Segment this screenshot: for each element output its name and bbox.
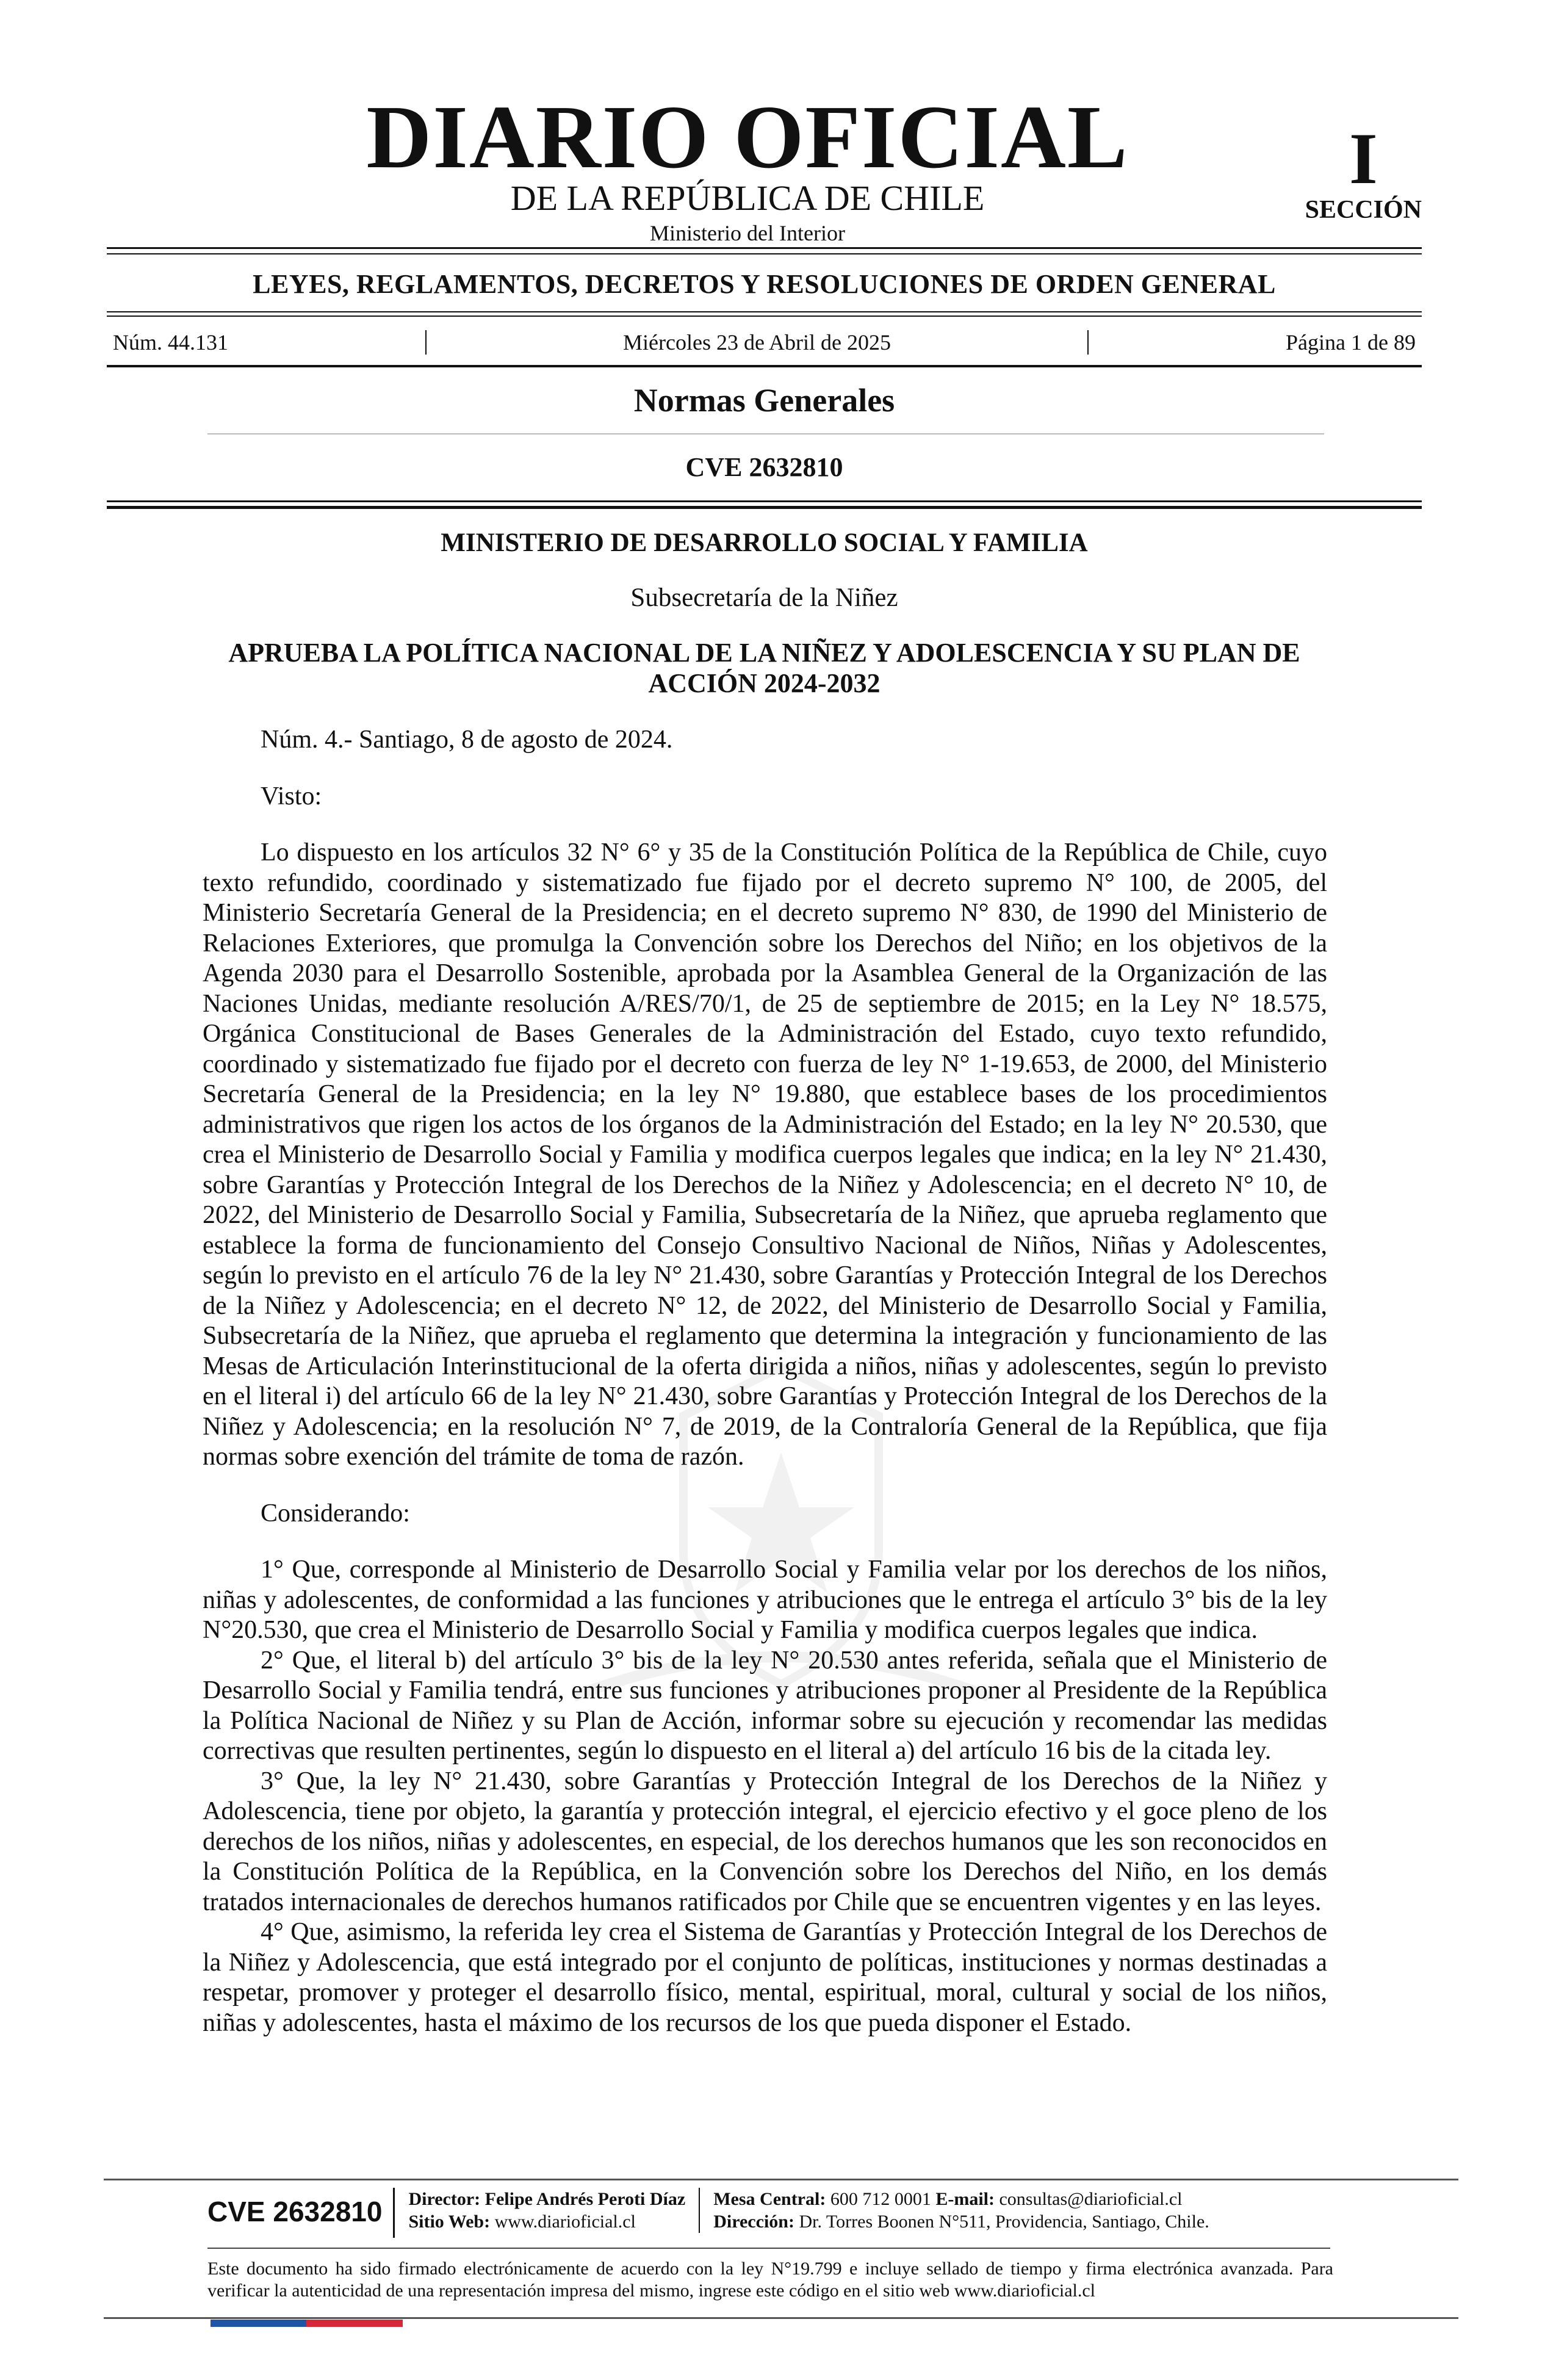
- header-rule: [107, 247, 1422, 249]
- category-heading: LEYES, REGLAMENTOS, DECRETOS Y RESOLUCIONES DE ORDEN GENERAL: [253, 269, 1276, 299]
- website-link[interactable]: www.diarioficial.cl: [494, 2212, 636, 2232]
- email-link[interactable]: consultas@diarioficial.cl: [999, 2189, 1183, 2209]
- cve-code: CVE 2632810: [685, 452, 843, 482]
- visto-label: Visto:: [261, 782, 322, 810]
- gazette-ministry: Ministerio del Interior: [650, 221, 845, 245]
- website-label: Sitio Web:: [408, 2212, 491, 2232]
- footer-bottom-rule: [104, 2317, 1458, 2319]
- issuing-ministry: MINISTERIO DE DESARROLLO SOCIAL Y FAMILIA: [441, 528, 1088, 557]
- address-label: Dirección:: [713, 2212, 794, 2232]
- considerando-item: 4° Que, asimismo, la referida ley crea el Sistema de Garantías y Protección Integral de los Derechos de la Niñez y Adolescencia, que está integrado por el conjunto de políticas, instituciones y normas destinadas a respetar, promover y proteger el desarrollo físico, mental, espiritual, moral, cultural y social de los niños, niñas y adolescentes, hasta el máximo de los recursos de los que pueda disponer el Estado.: [203, 1918, 1327, 2037]
- considerando-item: 1° Que, corresponde al Ministerio de Desarrollo Social y Familia velar por los derechos de los niños, niñas y adolescentes, de conformidad a las funciones y atribuciones que le entrega el artículo 3° bis de la ley N°20.530, que crea el Ministerio de Desarrollo Social y Familia y modifica cuerpos legales que indica.: [203, 1556, 1327, 1644]
- masthead: [104, 87, 1422, 245]
- flag-red-band: [306, 2320, 403, 2327]
- header-rule-thin: [107, 253, 1422, 254]
- footer: [207, 2188, 1223, 2238]
- email-label: E-mail:: [935, 2189, 995, 2209]
- considerando-label: Considerando:: [261, 1499, 410, 1527]
- footer-cve: CVE 2632810: [207, 2188, 395, 2238]
- phone-number: 600 712 0001: [830, 2189, 931, 2209]
- decree-number-line: Núm. 4.- Santiago, 8 de agosto de 2024.: [261, 726, 673, 754]
- separator: [1087, 330, 1089, 355]
- section-numeral: I: [1349, 118, 1378, 199]
- signature-note: Este documento ha sido firmado electrónicamente de acuerdo con la ley N°19.799 e incluye sellado de tiempo y firma electrónica avanzada. Para verificar la autenticidad de una representación impresa del mismo, ingrese este código en el sitio web www.diarioficial.cl: [207, 2259, 1333, 2301]
- section-heading: Normas Generales: [633, 382, 895, 419]
- section-label: SECCIÓN: [1305, 196, 1422, 224]
- footer-rule: [104, 2179, 1458, 2180]
- flag-blue-band: [211, 2320, 306, 2327]
- category-rule-thin: [107, 316, 1422, 317]
- gazette-subtitle: DE LA REPÚBLICA DE CHILE: [510, 178, 985, 218]
- considerando-item: 2° Que, el literal b) del artículo 3° bis de la ley N° 20.530 antes referida, señala que el Ministerio de Desarrollo Social y Familia tendrá, entre sus funciones y atribuciones proponer al Presidente de la República la Política Nacional de Niñez y su Plan de Acción, informar sobre su ejecución y recomendar las medidas correctivas que resulten pertinentes, según lo dispuesto en el literal a) del artículo 16 bis de la citada ley.: [203, 1646, 1327, 1765]
- address: Dr. Torres Boonen N°511, Providencia, Santiago, Chile.: [799, 2212, 1209, 2232]
- phone-label: Mesa Central:: [713, 2189, 826, 2209]
- footer-director-block: [395, 2188, 699, 2233]
- decree-body: [203, 725, 1327, 2038]
- considerando-item: 3° Que, la ley N° 21.430, sobre Garantías y Protección Integral de los Derechos de la Niñez y Adolescencia, tiene por objeto, la garantía y protección integral, el ejercicio efectivo y el goce pleno de los derechos de los niños, niñas y adolescentes, en especial, de los derechos humanos que les son reconocidos en la Constitución Política de la República, en la Convención sobre los Derechos del Niño, en los demás tratados internacionales de derechos humanos ratificados por Chile que se encuentren vigentes y en las leyes.: [203, 1767, 1327, 1916]
- issue-number: Núm. 44.131: [113, 330, 228, 355]
- director-name: Felipe Andrés Peroti Díaz: [484, 2189, 686, 2209]
- separator: [425, 330, 427, 355]
- flag-stripe: [211, 2320, 403, 2327]
- footer-contact-block: [699, 2188, 1223, 2233]
- cve-rule-thick: [107, 506, 1422, 509]
- visto-text: Lo dispuesto en los artículos 32 N° 6° y 35 de la Constitución Política de la República de Chile, cuyo texto refundido, coordinado y sistematizado fue fijado por el decreto supremo N° 100, de 2005, del Ministerio Secretaría General de la Presidencia; en el decreto supremo N° 830, de 1990 del Ministerio de Relaciones Exteriores, que promulga la Convención sobre los Derechos del Niño; en los objetivos de la Agenda 2030 para el Desarrollo Sostenible, aprobada por la Asamblea General de la Organización de las Naciones Unidas, mediante resolución A/RES/70/1, de 25 de septiembre de 2015; en la Ley N° 18.575, Orgánica Constitucional de Bases Generales de la Administración del Estado, cuyo texto refundido, coordinado y sistematizado fue fijado por el decreto con fuerza de ley N° 1-19.653, de 2000, del Ministerio Secretaría General de la Presidencia; en la ley N° 19.880, que establece bases de los procedimientos administrativos que rigen los actos de los órganos de la Administración del Estado; en la ley N° 20.530, que crea el Ministerio de Desarrollo Social y Familia y modifica cuerpos legales que indica; en la ley N° 21.430, sobre Garantías y Protección Integral de los Derechos de la Niñez y Adolescencia; en el decreto N° 10, de 2022, del Ministerio de Desarrollo Social y Familia, Subsecretaría de la Niñez, que aprueba reglamento que establece la forma de funcionamiento del Consejo Consultivo Nacional de Niños, Niñas y Adolescentes, según lo previsto en el artículo 76 de la ley N° 21.430, sobre Garantías y Protección Integral de los Derechos de la Niñez y Adolescencia; en el decreto N° 12, de 2022, del Ministerio de Desarrollo Social y Familia, Subsecretaría de la Niñez, que aprueba el reglamento que determina la integración y funcionamiento de las Mesas de Articulación Interinstitucional de la oferta dirigida a niños, niñas y adolescentes, según lo previsto en el literal i) del artículo 66 de la ley N° 21.430, sobre Garantías y Protección Integral de los Derechos de la Niñez y Adolescencia; en la resolución N° 7, de 2019, de la Contraloría General de la República, que fija normas sobre exención del trámite de toma de razón.: [203, 838, 1327, 1471]
- footer-divider: [207, 2248, 1330, 2249]
- gazette-title: DIARIO OFICIAL: [366, 87, 1129, 187]
- director-label: Director:: [408, 2189, 481, 2209]
- section-indicator: [1305, 118, 1422, 225]
- heading-rule: [207, 433, 1324, 435]
- issue-info-row: [113, 330, 1416, 355]
- page-indicator: Página 1 de 89: [1285, 330, 1416, 355]
- category-rule: [107, 311, 1422, 312]
- subsecretariat: Subsecretaría de la Niñez: [630, 583, 898, 612]
- decree-title: APRUEBA LA POLÍTICA NACIONAL DE LA NIÑEZ Y ADOLESCENCIA Y SU PLAN DE ACCIÓN 2024-2032: [228, 638, 1300, 698]
- cve-rule: [107, 500, 1422, 502]
- info-rule: [107, 365, 1422, 367]
- issue-date: Miércoles 23 de Abril de 2025: [623, 330, 891, 355]
